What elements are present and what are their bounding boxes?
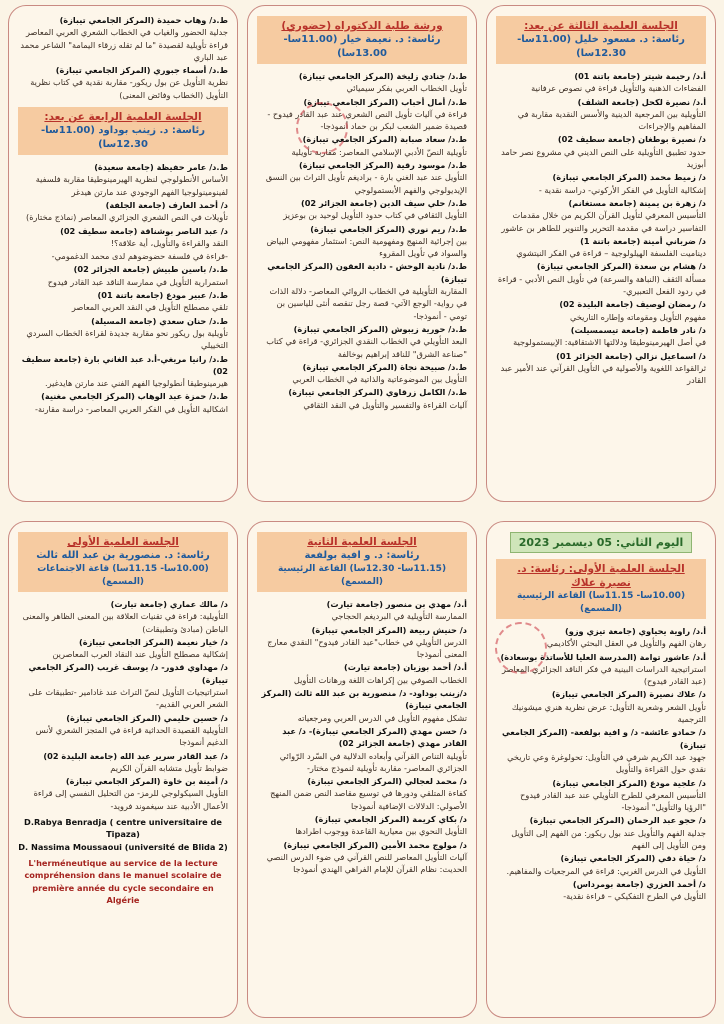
paper-entry [496,235,706,260]
paper-title: التأويلية بين المرجعية الدينية والأسس النقدية مقاربة في المفاهيم والإجراءات [517,108,706,132]
paper-author: ط.د/ حورية زيبوش (المركز الجامعي تيبازة) [293,323,467,334]
paper-title: اشكالية التأويل في الفكر العربي المعاصر- دراسة مقارنة- [34,403,228,414]
paper-entry [496,260,706,297]
paper-author: ط.د/ ريم نوري (المركز الجامعي تيبازة) [310,223,467,234]
paper-title: الأساس الأنطولوجي لنظرية الهيرمينوطيقا مقاربة فلسفية لفينومينولوجيا الفهم الوجودي عند مارتن هيدغر [35,174,228,197]
paper-title: آليات التأويل المعاصر للنص القرآني في ضوء الدرس النصي الحديث: نظام القرآن للإمام الفراهي الهندي أنموذجا [266,851,467,875]
paper-author: د/ خيار نعيمة (المركز الجامعي تيبازة) [79,636,228,647]
paper-entry [496,852,706,877]
paper-author: د/ بكاي كريمة (المركز الجامعي تيبازة) [314,814,467,825]
paper-title: التأويل بين الموضوعاتية والذاتية في الخطاب العربي [292,374,467,385]
paper-entry [18,353,228,390]
paper-title: تأويل الخطاب العربي بفكر سيميائي [346,83,467,94]
paper-author: ط.د/ الكامل زرقاوي (المركز الجامعي تيبازة) [288,387,467,398]
paper-author: ط.د/ جنادي زليخة (المركز الجامعي تيبازة) [298,71,467,81]
session-header [18,532,228,592]
paper-entry [257,725,467,774]
paper-title: استراتيجية الدراسات البينية في فكر الناقد الجزائري المعاصر (عبد القادر فيدوح) [501,663,706,687]
paper-entry [257,70,467,95]
paper-title: تلقي مصطلح التأويل في النقد العربي المعاصر [71,302,228,313]
paper-entry [496,688,706,725]
paper-author: ط.د/ حنان سعدي (جامعة المسيلة) [91,315,228,326]
french-author: D.Rabya Benradja ( centre universitaire de Tipaza) [24,817,222,840]
paper-title: نظرية التأويل عن بول ريكور- مقاربة نقدية في كتاب نظرية التأويل (الخطاب وفائض المعنى) [30,77,228,100]
paper-author: ط.د/ عبير مودع (جامعة باتنة 01) [97,290,228,301]
paper-list [257,70,467,411]
paper-entry [496,197,706,234]
paper-entry [496,814,706,851]
paper-title: التأويل في الدرس الغربي: قراءة في المرجعيات والمفاهيم. [506,865,706,876]
paper-title: ثرالقواعد اللغوية والأصولية في التأويل القرآني عند الأمير عبد القادر [500,362,706,386]
paper-author: أ.د/ عاشور توامة (المدرسة العليا للأساتذة بوسعادة) [500,651,706,662]
paper-author: د/ ضرباني أمينة (جامعة باتنة 1) [580,235,706,246]
paper-entry [18,199,228,224]
paper-entry [496,350,706,387]
paper-entry [257,598,467,623]
paper-title: تأويل الشعر وشعرية التأويل: عرض نظرية هنري ميشونيك الترجمية [511,701,706,725]
session-header [257,532,467,592]
paper-title: تأويلية التناص القرآني وأبعاده الدلالية في السّرد الرّوائي الجزائري المعاصر- مقاربة تأويلية لنموذج مختار- [279,750,467,773]
paper-title: الدرس التأويلي في خطاب"عبد القادر فيدوح" النقدي معارج المعنى أنموذجا [267,636,467,660]
paper-entry [257,361,467,386]
paper-author: ط.د/ حمزة عبد الوهاب (المركز الجامعي مغنية) [41,391,228,402]
doctoral-workshop-panel [247,5,477,502]
paper-title: كفاءة المتلقي ودورها في توسيع مقاصد النص ضمن المنهج الأصولي: الدلالات الإضافية أنموذجا [270,788,467,811]
paper-entry [257,133,467,158]
paper-title: التأسيس المعرفي للطرح التأويلي عند عبد القادر فيدوح "الرؤيا والتأويل" أنموذجا- [520,789,706,813]
paper-author: ط.د/ سعاد صبابة (المركز الجامعي تيبازة) [302,134,467,145]
paper-entry [257,839,467,876]
paper-title: جهود عبد الكريم شرفي في التأويل: تحولوغرة وعي تاريخي نقدي حول القراءة والتأويل [507,751,706,775]
paper-entry [257,687,467,724]
paper-author: د/ علاك نصيرة (المركز الجامعي تيبازة) [551,689,706,700]
paper-title: التأويل السيكولوجي للرمز- من التحليل النفسي إلى قراءة الأعمال الأدبية عند سيغموند فرويد- [33,788,228,811]
paper-author: ط.د/ حلي سيف الدين (جامعة الجزائر 02) [300,197,467,208]
paper-entry [257,661,467,686]
session-two-panel [247,521,477,1018]
session-chair: رئاسة: د. منصورية بن عبد الله ثالث [36,550,210,561]
paper-entry [496,133,706,170]
session-title: الجلسة العلمية الثانية [307,536,417,548]
paper-entry [257,813,467,838]
paper-author: د/ عبد القادر سرير عبد الله (جامعة البليدة 02) [43,750,228,761]
session-hall: (11.15سا- 12.30سا) القاعة الرئيسية (المسمع) [277,564,447,587]
paper-title: التأويلية: قراءة في تقنيات العلاقة بين المعنى الظاهر والمعنى الباطن (مبادئ وتطبيقات) [22,611,228,634]
paper-entry [18,225,228,250]
paper-author: ط.د/ نادية الوحش - دادية العقون (المركز الجامعي تيبازة) [267,261,467,284]
session-title: الجلسة العلمية الرابعة عن بعد: [44,111,202,124]
paper-entry [18,161,228,198]
paper-entry [18,390,228,415]
paper-title: استراتيجيات التأويل لنصّ التراث عند غادامير -تطبيقات على الشعر العربي القديم- [28,687,228,710]
paper-author: ط.د/ أمال أحباب (المركز الجامعي تيبازة) [303,96,467,107]
paper-author: د/ حمادو عائشة- د/ و افية بولفعة- (المركز الجامعي تيبازة) [502,727,706,750]
paper-entry [496,777,706,814]
paper-author: ط.د/ باسين طبيش (جامعة الجزائر 02) [73,264,228,275]
paper-entry [257,624,467,661]
day-two-session-one-panel [486,521,716,1018]
paper-title: استمرارية التأويل في ممارسة الناقد عبد القادر فيدوح [47,276,228,287]
paper-entry [496,324,706,349]
paper-title: جدلية الحضور والغياب في الخطاب الشعري العربي المعاصر قراءة تأويلية لقصيدة "ما لم تقله زرقاء اليمامة" الشاعر محمد عبد الباري [20,27,228,62]
paper-author: ط.د/ رانيا مريغي-أ.د عبد الغاني بارة (جامعة سطيف 02) [21,353,228,376]
paper-title: مسألة الثقف (النباهة والسرعة) في تأويل النص الأدبي - قراءة في ردود الفعل التعبيري- [497,273,706,297]
session-four-panel [8,5,238,502]
paper-entry [18,289,228,314]
paper-entry [18,64,228,101]
paper-entry [18,14,228,63]
session-title: الجلسة العلمية الأولى: رئاسة: د. نصيرة علاك [517,563,685,589]
paper-title: مفهوم التأويل ومقوماته وإطاره التاريخي [570,311,706,322]
paper-entry [18,775,228,812]
paper-entry [257,197,467,222]
paper-author: ط.د/ عامر حفيظة (جامعة سعيدة) [94,162,228,173]
paper-author: د/ أمينة بن خاوة (المركز الجامعي تيبازة) [65,776,228,787]
paper-title: الفضاءات الذهنية والتأويل قراءة في نصوص عرفانية [531,83,706,94]
paper-list [257,598,467,876]
session-header [18,107,228,155]
paper-title: تأويلية النصّ الأدبي الإسلامي المعاصر: مقاربة تأويلية [291,146,467,157]
paper-entry [18,315,228,352]
paper-author: د/ مولوج محمد الأمين (المركز الجامعي تيبازة) [283,839,467,850]
paper-entry [18,750,228,775]
paper-entry [496,878,706,903]
paper-title: التأويل عند عبد الغني بارة - براديغم تأويل التراث بين النسق الإيديولوجي والفهم الأبستمولوجي [265,172,467,195]
paper-author: د/ رمضان لوصيف (جامعة البليدة 02) [559,299,706,310]
paper-author: د/ حسن مهدي (المركز الجامعي تيبازة)- د/ عبد القادر مهدي (جامعة الجزائر 02) [282,725,467,749]
paper-entry [257,260,467,321]
paper-entry [257,323,467,360]
day-heading: اليوم الثاني: 05 ديسمبر 2023 [510,532,692,553]
session-title: ورشة طلبة الدكتوراه (حضوري) [281,20,443,32]
paper-title: بين إجرائية المنهج ومفهومية النص: استثمار مفهومي البياض والسواد في تأويل المقروء [266,235,467,259]
paper-author: أ.د/ رحيمة شيتر (جامعة باتنة 01) [574,71,706,81]
paper-author: د/ نادر قاطمة (جامعة تيسمسيلت) [570,324,706,335]
french-author: D. Nassima Moussaoui (université de Blida 2) [18,841,228,852]
paper-entry [18,263,228,288]
paper-author: ط.د/ وهاب حميدة (المركز الجامعي تيبازة) [59,15,228,25]
session-one-hall-panel [8,521,238,1018]
paper-author: د/ نصيرة بوطغان (جامعة سطيف 02) [557,134,706,145]
paper-title: تشكل مفهوم التأويل في الدرس العربي ومرجعياته [297,712,467,723]
paper-title: هيرمينوطيقا أنطولوجيا الفهم الفني عند مارتن هايدغير. [45,378,228,389]
paper-title: رهان الفهم والتأويل في العقل البحثي الأكاديمي [546,638,706,649]
paper-entry [18,598,228,635]
paper-list [18,14,228,101]
paper-entry [496,70,706,95]
paper-title: التأويل النحوي بين معيارية القاعدة ووجوب اطرادها [295,826,467,837]
paper-title: إشكالية مصطلح التأويل عند النقاد العرب المعاصرين [52,649,228,660]
paper-author: ط.د/ موسود رقية (المركز الجامعي تيبازة) [298,160,467,171]
paper-author: د/ حنيش ربيعة (المركز الجامعي تيبازة) [311,624,467,635]
session-title: الجلسة العلمية الثالثة عن بعد: [524,20,678,32]
paper-title: الممارسة التأويلية في البرديغم الحجاجي [331,611,467,622]
paper-author: أ.د/ أحمد بوزيان (جامعة تيارت) [343,662,467,673]
session-chair: رئاسة: د. زينب بوداود (11.00سا- 12.30سا) [40,125,206,151]
session-header [257,16,467,64]
paper-title: حدود تطبيق التأويلية على النص الديني في مشروع نصر حامد أبوزيد [501,146,706,170]
paper-author: د/ زميط محمد (المركز الجامعي تيبازة) [552,172,706,183]
session-chair: رئاسة: د. نعيمة خيار (11.00سا- 13.00سا) [283,34,441,59]
paper-title: آليات القراءة والتفسير والتأويل في النقد الثقافي [303,399,467,410]
paper-entry [18,250,228,262]
paper-entry [257,386,467,411]
paper-title: ديناميت الفلسفة الهيلولوجية – قراءة في الفكر النيتشوي [516,248,706,259]
paper-author: د/ مهداوي قدور- د/ يوسف غريب (المركز الجامعي تيبازة) [28,662,228,685]
paper-title: إشكالية التأويل في الفكر الأركوني- دراسة نقدية - [538,184,706,195]
paper-title: الخطاب الصوفي بين إكراهات اللغة ورهانات التأويل [293,674,467,685]
paper-title: ضوابط تأويل متشابه القرآن الكريم [110,762,228,773]
paper-title: التأويل في الطرح التفكيكي – قراءة نقدية- [563,891,706,902]
paper-entry [18,712,228,749]
paper-title: المقاربة التأويلية في الخطاب الروائي المعاصر- دلالة الذات في رواية- الوجع الآتي- قصة رجل تنقصه أنثى للياسين بن تومي - أنموذجا- [269,286,467,321]
paper-author: د/ حياة دقي (المركز الجامعي تيبازة) [560,853,706,864]
paper-title: تأويلية بول ريكور نحو مقاربة جديدة لقراءة الخطاب السردي التخييلي [26,327,228,351]
paper-entry [496,298,706,323]
paper-title: البعد التأويلي في الخطاب النقدي الجزائري- قراءة في كتاب "صناعة الشرق" للناقد إبراهيم بوخالفة [266,336,467,359]
paper-entry [257,223,467,260]
paper-author: د/زينب بوداود- د/ منصورية بن عبد الله ثالث (المركز الجامعي تيبازة) [261,688,467,711]
session-three-panel [486,5,716,502]
paper-author: ط.د/ صبيحة نجاة (المركز الجامعي تيبازة) [302,361,467,372]
program-page-bottom [8,521,716,1018]
program-page-top [8,5,716,502]
session-chair: رئاسة: د. مسعود خليل (11.00سا- 12.30سا) [517,34,685,59]
paper-author: د/ اسماعيل نزالي (جامعة الجزائر 01) [556,350,706,361]
paper-list [18,161,228,415]
paper-title: التأسيس المعرفي لتأويل القرآن الكريم من خلال مقدمات التفاسير دراسة في مقدمة التحرير والتنوير للطاهر بن عاشور [501,210,706,233]
paper-entry [496,171,706,196]
paper-entry [257,96,467,133]
paper-title: -قراءة في فلسفة حضوضوهم لدى محمد الدغمومي- [51,251,228,262]
paper-title: التأويلية القصيدة الحداثية قراءة في المتجز الشعري لأنس الدغيم أنموذجا [35,724,228,748]
paper-author: د/ حجو عبد الرحمان (المركز الجامعي تيبازة) [529,815,706,826]
paper-author: د/ محمد لعجالي (المركز الجامعي تيبازة) [307,776,467,787]
paper-author: د/ مالك عماري (جامعة تيارت) [110,599,228,609]
paper-title: تأويلات في النص الشعري الجزائري المعاصر (نماذج مختارة) [26,212,228,223]
paper-author: أ.د/ راوية يحياوي (جامعة تيزي وزو) [564,626,706,636]
paper-title: التأويل الثقافي في كتاب حدود التأويل لوحيد بن بوعزيز [283,210,467,221]
session-chair: رئاسة: د. و افية بولفعة [304,550,420,561]
paper-author: د/ أحمد العزري (جامعة بومرداس) [572,878,706,889]
paper-list [18,598,228,812]
paper-author: د/ زهرة بن يمينة (جامعة مستغانم) [568,197,706,208]
paper-author: أ.د/ نصيرة لكحل (جامعة الشلف) [577,96,706,107]
paper-title: النقد والقراءة والتأويل، أية علاقة؟! [110,237,228,248]
paper-author: أ.د/ مهدي بن منصور (جامعة تيارت) [326,599,467,609]
paper-title: في أصل الهيرمينوطيقا ودلالتها الاشتقاقية: الإبيستمولوجية [513,337,706,348]
paper-title: قراءة في آليات تأويل النص الشعري عند عبد القادر فيدوح - قصيدة ضمير الشعب لبكر بن حماد أنموذجا- [267,108,467,132]
paper-entry [18,636,228,661]
paper-entry [496,726,706,775]
session-header [496,559,706,619]
paper-entry [257,159,467,196]
paper-author: د/ علجية مودع (المركز الجامعي تيبازة) [552,777,706,788]
paper-author: ط.د/ أسماء جبوري (المركز الجامعي تيبازة) [55,65,228,76]
session-title: الجلسة العلمية الأولى [67,536,179,548]
paper-author: د/ هشام بن سعدة (المركز الجامعي تيبازة) [536,261,706,272]
paper-author: د/ عبد الناصر بوشناقة (جامعة سطيف 02) [60,225,228,236]
paper-list [496,70,706,386]
paper-title: جدلية الفهم والتأويل عند بول ريكور: من الفهم إلى التأويل ومن التأويل إلى الفهم [511,827,706,851]
session-header [496,16,706,64]
french-paper-title: L'herméneutique au service de la lecture compréhension dans le manuel scolaire de première année du cycle secondaire en Algérie [24,857,222,905]
session-hall: (10.00سا- 11.15سا) قاعة الاجتماعات (المسمع) [37,564,209,587]
paper-author: د/ أحمد العارف (جامعة الجلفة) [105,199,228,210]
paper-entry [18,661,228,710]
session-hall: (10.00سا- 11.15سا) القاعة الرئيسية (المسمع) [516,591,686,614]
paper-author: د/ حسين حليمي (المركز الجامعي تيبازة) [66,712,228,723]
paper-entry [496,96,706,133]
paper-entry [257,775,467,812]
